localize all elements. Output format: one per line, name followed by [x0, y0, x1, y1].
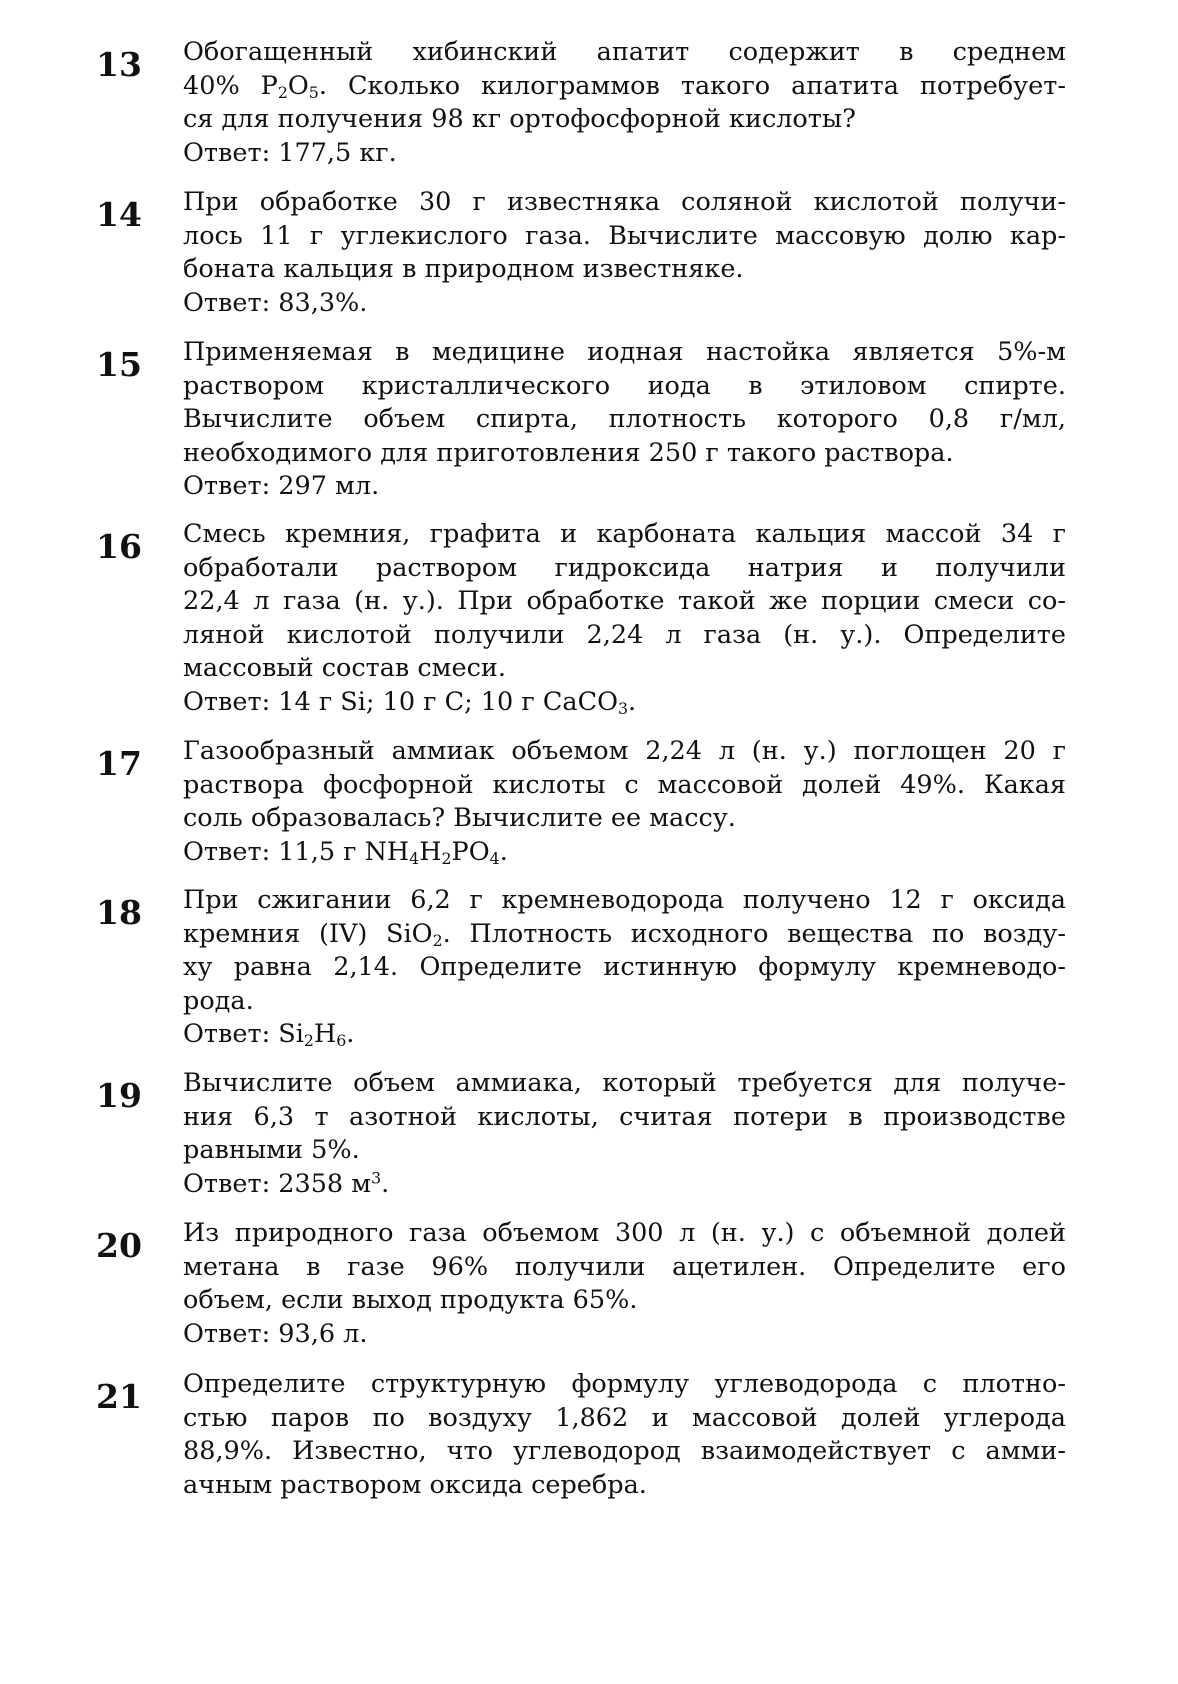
problem-text — [183, 36, 1066, 170]
problem-line: Вычислите объем спирта, плотность которого 0,8 г/мл, — [183, 404, 1066, 434]
problem-text — [183, 186, 1066, 320]
problem-line: боната кальция в природном известняке. — [183, 254, 744, 284]
problem-number: 13 — [96, 45, 142, 84]
problem-text — [183, 336, 1066, 504]
problem-text — [183, 735, 1066, 869]
problem-answer: Ответ: 83,3%. — [183, 287, 368, 318]
problem-line: лось 11 г углекислого газа. Вычислите массовую долю кар- — [183, 220, 1066, 251]
problem-line: ся для получения 98 кг ортофосфорной кислоты? — [183, 104, 856, 134]
problem-answer: Ответ: 177,5 кг. — [183, 137, 397, 168]
problem-number: 17 — [96, 744, 142, 783]
problem-line: рода. — [183, 985, 254, 1016]
problem-answer: Ответ: $Si_2H_6$. — [183, 1019, 355, 1050]
problem-line: раствора фосфорной кислоты с массовой долей 49%. Какая — [183, 769, 1066, 800]
problem-answer: Ответ: 14 г Si; 10 г C; 10 г CaCO$_3$. — [183, 686, 637, 718]
problem-line: метана в газе 96% получили ацетилен. Определите его — [183, 1251, 1066, 1282]
problem-line: ачным раствором оксида серебра. — [183, 1469, 647, 1500]
problem-line: Газообразный аммиак объемом 2,24 л (н. у.) поглощен 20 г — [183, 736, 1066, 766]
problem-line: необходимого для приготовления 250 г такого раствора. — [183, 437, 954, 468]
problem-line: объем, если выход продукта 65%. — [183, 1285, 638, 1315]
problem-number: 16 — [96, 527, 142, 566]
problem-line: равными 5%. — [183, 1135, 360, 1165]
problem-line: ния 6,3 т азотной кислоты, считая потери в производстве — [183, 1101, 1066, 1132]
problem-line: ху равна 2,14. Определите истинную формулу кремневодо- — [183, 952, 1066, 982]
problem-text — [183, 1217, 1066, 1351]
problem-number: 21 — [96, 1377, 142, 1416]
problem-number: 20 — [96, 1226, 142, 1265]
problem-line: Из природного газа объемом 300 л (н. у.) с объемной долей — [183, 1218, 1066, 1248]
problem-line: раствором кристаллического иода в этиловом спирте. — [183, 370, 1066, 401]
problem-number: 14 — [96, 195, 142, 234]
problem-answer: Ответ: 2358 $м^3$. — [183, 1167, 390, 1199]
problem-number: 18 — [96, 893, 142, 932]
problem-answer: Ответ: 297 мл. — [183, 471, 380, 501]
problem-line: массовый состав смеси. — [183, 653, 506, 683]
problem-text — [183, 518, 1066, 719]
problem-line: соль образовалась? Вычислите ее массу. — [183, 803, 736, 833]
problem-line: Применяемая в медицине иодная настойка является 5%-м — [183, 337, 1066, 367]
problem-number: 15 — [96, 345, 142, 384]
problem-line: кремния (IV) SiO$_2$. Плотность исходного вещества по возду- — [183, 918, 1066, 950]
problem-line: Обогащенный хибинский апатит содержит в среднем — [183, 37, 1066, 67]
problem-line: Определите структурную формулу углеводорода с плотно- — [183, 1369, 1066, 1399]
problem-line: ляной кислотой получили 2,24 л газа (н. у.). Определите — [183, 619, 1066, 650]
problem-line: При сжигании 6,2 г кремневодорода получено 12 г оксида — [183, 885, 1066, 915]
problem-line: 22,4 л газа (н. у.). При обработке такой же порции смеси со- — [183, 586, 1066, 616]
problem-number: 19 — [96, 1076, 142, 1115]
problem-line: стью паров по воздуху 1,862 и массовой долей углерода — [183, 1402, 1066, 1433]
problem-line: обработали раствором гидроксида натрия и получили — [183, 552, 1066, 583]
problem-line: При обработке 30 г известняка соляной кислотой получи- — [183, 187, 1066, 217]
problem-answer: Ответ: 93,6 л. — [183, 1318, 368, 1349]
problem-line: 40% $P_2O_5$. Сколько килограммов такого апатита потребует- — [183, 70, 1066, 102]
problem-text — [183, 1067, 1066, 1201]
problem-text — [183, 1368, 1066, 1502]
problem-line: Вычислите объем аммиака, который требуется для получе- — [183, 1068, 1066, 1098]
problem-answer: Ответ: 11,5 г $NH_4H_2PO_4$. — [183, 836, 508, 868]
problem-line: 88,9%. Известно, что углеводород взаимодействует с амми- — [183, 1436, 1066, 1466]
problem-text — [183, 884, 1066, 1052]
problem-line: Смесь кремния, графита и карбоната кальция массой 34 г — [183, 519, 1066, 549]
